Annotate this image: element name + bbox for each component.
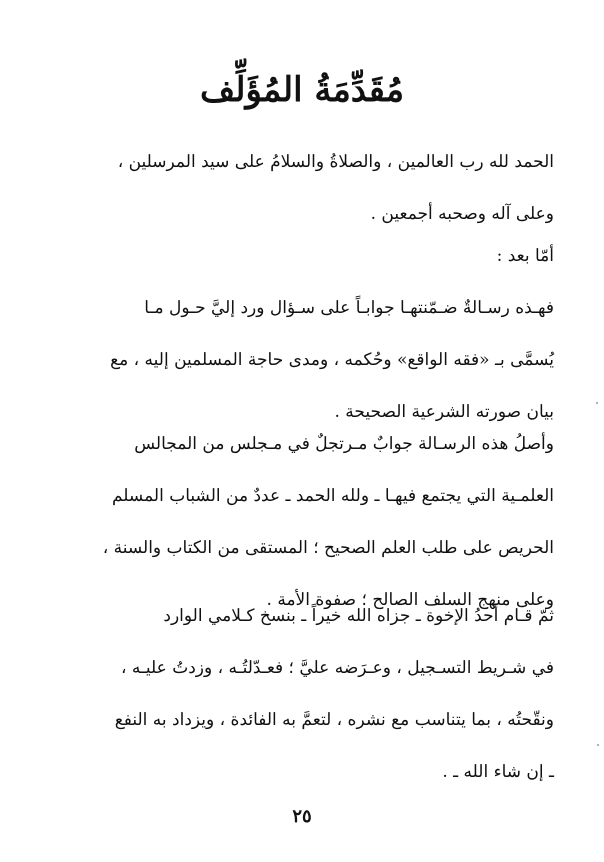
scan-speck [596, 402, 598, 404]
text-line: فهـذه رسـالةٌ ضـمّنتهـا جوابـاً على سـؤال ورد إليَّ حـول مـا [144, 298, 554, 318]
text-line: الحريص على طلب العلم الصحيح ؛ المستقى من الكتاب والسنة ، [102, 538, 554, 558]
text-line: ـ إن شاء الله ـ . [442, 762, 554, 782]
text-line: ونقّحتُه ، بما يتناسب مع نشره ، لتعمَّ به الفائدة ، ويزداد به النفع [114, 710, 554, 730]
paragraph-5 [34, 590, 554, 798]
paragraph-3 [34, 282, 554, 438]
text-line: وعلى منهج السلف الصالح ؛ صفوة الأمة . [266, 590, 554, 610]
text-line: في شـريط التسـجيل ، وعـرَضه عليَّ ؛ فعـدّلتُـه ، وزدتُ عليـه ، [120, 658, 554, 678]
text-line: أمّا بعد : [496, 246, 554, 266]
scan-speck [597, 744, 599, 746]
page-title: مُقَدِّمَةُ المُؤَلِّف [199, 70, 405, 110]
text-line: الحمد لله رب العالمين ، والصلاةُ والسلامُ على سيد المرسلين ، [117, 152, 554, 172]
text-line: وأصلُ هذه الرسـالة جوابٌ مـرتجلٌ في مـجلس من المجالس [134, 434, 554, 454]
page-number: ٢٥ [292, 806, 312, 827]
paragraph-1 [34, 136, 554, 240]
text-line: وعلى آله وصحبه أجمعين . [370, 204, 554, 224]
text-line: يُسمَّى بـ «فقه الواقع» وحُكمه ، ومدى حاجة المسلمين إليه ، مع [110, 350, 554, 370]
text-line: ثمّ قـام أحدُ الإخوة ـ جزاه الله خيراً ـ بنسخ كـلامي الوارد [163, 606, 554, 626]
text-line: بيان صورته الشرعية الصحيحة . [334, 402, 554, 422]
paragraph-2 [34, 230, 554, 282]
text-line: العلمـية التي يجتمع فيهـا ـ ولله الحمد ـ عددٌ من الشباب المسلم [111, 486, 554, 506]
